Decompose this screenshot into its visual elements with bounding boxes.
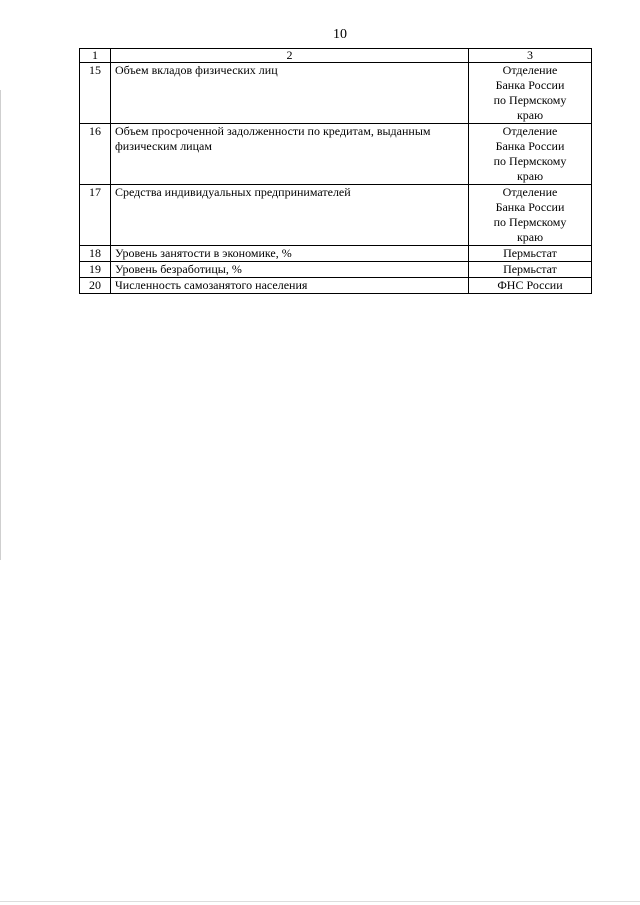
row-source [469,124,592,185]
table-row [80,185,592,246]
table-row [80,63,592,124]
source-line: по Пермскому [493,154,567,168]
row-number: 20 [80,278,111,294]
row-source: Пермьстат [469,246,592,262]
source-line: Отделение [502,63,558,77]
scan-bottom-edge [0,901,640,902]
row-source [469,185,592,246]
source-line: по Пермскому [493,215,567,229]
row-indicator: Численность самозанятого населения [111,278,469,294]
page-number: 10 [333,27,347,42]
row-source [469,63,592,124]
column-header-number: 1 [80,49,111,63]
row-indicator: Средства индивидуальных предпринимателей [111,185,469,246]
source-line: Банка России [495,200,565,214]
row-source: Пермьстат [469,262,592,278]
table-row [80,246,592,262]
table-row [80,124,592,185]
row-source: ФНС России [469,278,592,294]
row-number: 18 [80,246,111,262]
source-line: Банка России [495,139,565,153]
row-number: 17 [80,185,111,246]
column-header-indicator: 2 [111,49,469,63]
row-indicator: Объем просроченной задолженности по кредитам, выданным физическим лицам [111,124,469,185]
scan-left-edge [0,90,1,560]
table-header-row [80,49,592,63]
table-row [80,278,592,294]
source-line: Отделение [502,124,558,138]
source-line: краю [516,169,544,183]
source-line: Отделение [502,185,558,199]
source-line: по Пермскому [493,93,567,107]
row-indicator: Уровень безработицы, % [111,262,469,278]
row-indicator: Уровень занятости в экономике, % [111,246,469,262]
row-number: 19 [80,262,111,278]
row-number: 15 [80,63,111,124]
column-header-source: 3 [469,49,592,63]
row-indicator: Объем вкладов физических лиц [111,63,469,124]
source-line: краю [516,230,544,244]
source-line: краю [516,108,544,122]
indicator-table [79,48,592,294]
table-row [80,262,592,278]
source-line: Банка России [495,78,565,92]
row-number: 16 [80,124,111,185]
